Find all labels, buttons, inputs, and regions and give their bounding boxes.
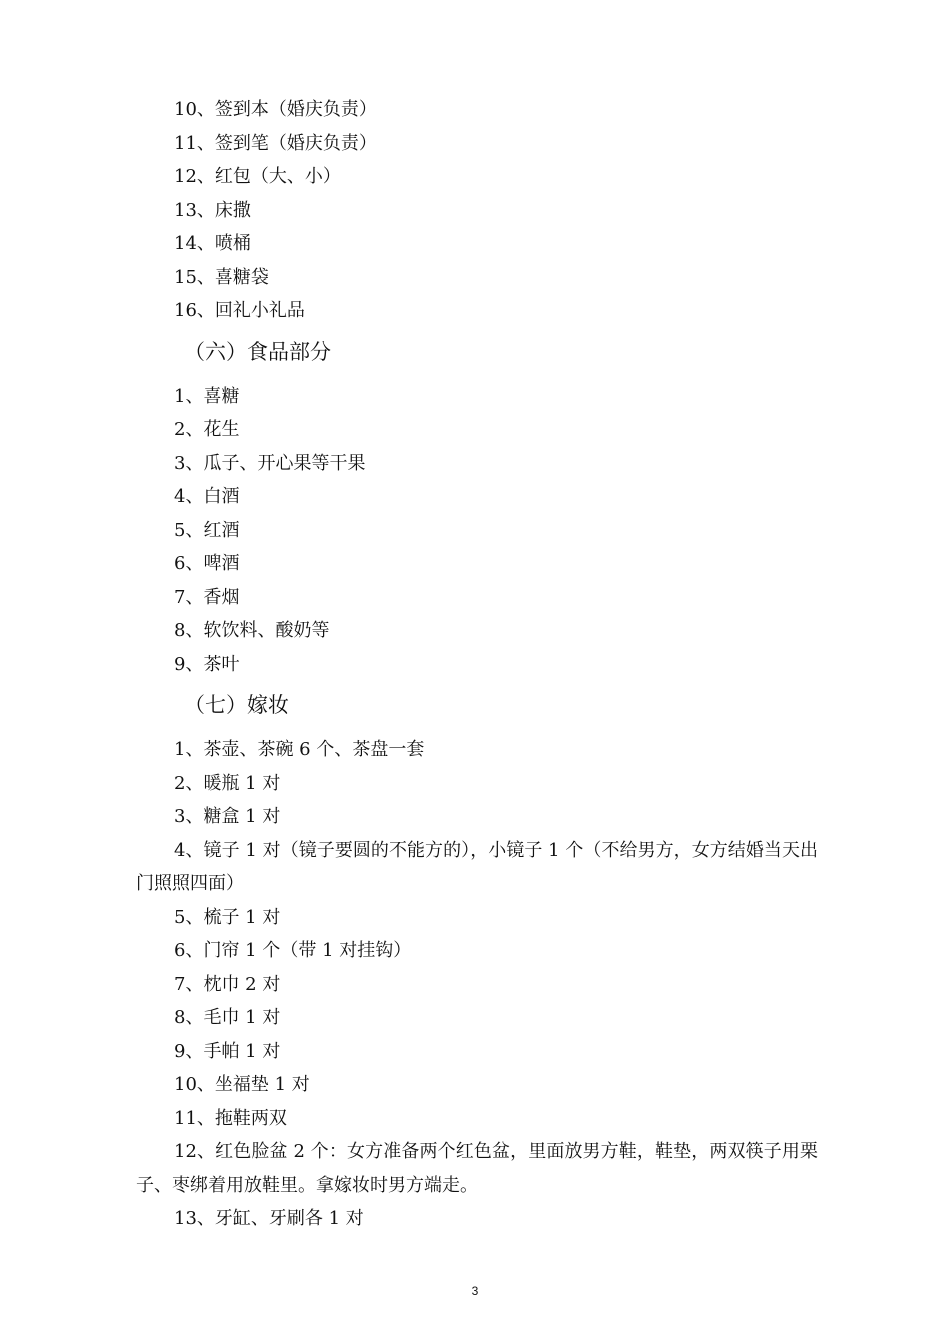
list-item: 6、啤酒 <box>174 553 240 574</box>
list-item: 2、花生 <box>174 419 240 440</box>
section-heading-food: （六）食品部分 <box>184 339 331 364</box>
list-item: 12、红包（大、小） <box>174 166 341 187</box>
list-item: 1、喜糖 <box>174 385 240 407</box>
list-item: 1、茶壶、茶碗 6 个、茶盘一套 <box>174 739 425 760</box>
list-item: 14、喷桶 <box>174 233 251 254</box>
list-item: 7、香烟 <box>174 586 240 608</box>
section-heading-dowry: （七）嫁妆 <box>184 693 289 717</box>
list-item: 7、枕巾 2 对 <box>174 973 281 995</box>
list-item: 9、茶叶 <box>174 653 240 675</box>
page-content <box>136 93 818 1236</box>
page-number: 3 <box>471 1284 479 1298</box>
list-item: 13、牙缸、牙刷各 1 对 <box>174 1208 364 1229</box>
list-item: 10、签到本（婚庆负责） <box>174 99 377 120</box>
list-item: 12、红色脸盆 2 个：女方准备两个红色盆，里面放男方鞋，鞋垫，两双筷子用栗子、枣绑着用放鞋里。拿嫁妆时男方端走。 <box>136 1141 818 1196</box>
list-item: 8、软饮料、酸奶等 <box>174 620 330 641</box>
list-item: 16、回礼小礼品 <box>174 300 305 321</box>
list-item: 11、签到笔（婚庆负责） <box>174 132 377 154</box>
list-item: 4、镜子 1 对（镜子要圆的不能方的），小镜子 1 个（不给男方，女方结婚当天出门照照四面） <box>136 839 818 894</box>
list-item: 3、瓜子、开心果等干果 <box>174 452 366 474</box>
list-item: 10、坐福垫 1 对 <box>174 1074 310 1095</box>
list-item: 8、毛巾 1 对 <box>174 1007 281 1028</box>
list-item: 3、糖盒 1 对 <box>174 806 281 827</box>
dowry-list <box>136 733 818 1236</box>
list-item: 6、门帘 1 个（带 1 对挂钩） <box>174 940 412 961</box>
list-item: 15、喜糖袋 <box>174 266 269 288</box>
top-list <box>136 93 818 328</box>
list-item: 4、白酒 <box>174 486 240 507</box>
list-item: 2、暖瓶 1 对 <box>174 772 281 794</box>
list-item: 13、床撒 <box>174 199 251 221</box>
list-item: 5、梳子 1 对 <box>174 906 281 928</box>
list-item: 9、手帕 1 对 <box>174 1040 281 1062</box>
list-item: 11、拖鞋两双 <box>174 1107 287 1129</box>
food-list <box>136 380 818 682</box>
list-item: 5、红酒 <box>174 519 240 541</box>
